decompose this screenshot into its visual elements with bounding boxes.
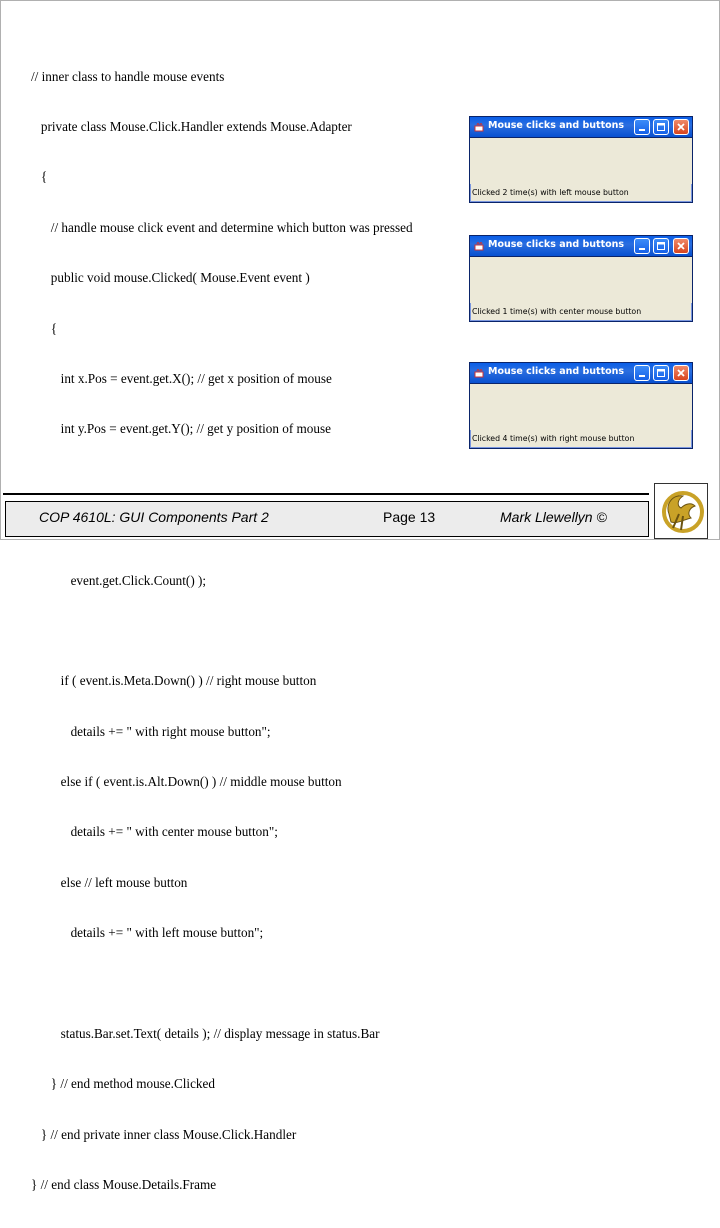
click-area[interactable] (470, 257, 692, 303)
status-bar: Clicked 2 time(s) with left mouse button (472, 188, 629, 197)
minimize-button[interactable] (634, 119, 650, 135)
code-line: public void mouse.Clicked( Mouse.Event event ) (31, 270, 310, 286)
code-line: } // end private inner class Mouse.Click.Handler (31, 1126, 297, 1142)
code-line: event.get.Click.Count() ); (31, 572, 207, 588)
code-line: int x.Pos = event.get.X(); // get x position of mouse (31, 370, 332, 386)
footer-course: COP 4610L: GUI Components Part 2 (39, 509, 269, 525)
code-line (31, 472, 413, 489)
code-listing (31, 35, 413, 1228)
code-line (31, 976, 413, 993)
minimize-button[interactable] (634, 365, 650, 381)
code-line: int y.Pos = event.get.Y(); // get y position of mouse (31, 421, 331, 437)
code-line: // inner class to handle mouse events (31, 68, 225, 84)
footer-page-number: Page 13 (383, 509, 436, 525)
java-app-icon (474, 121, 485, 132)
code-line: details += " with left mouse button"; (31, 925, 264, 941)
code-line: status.Bar.set.Text( details ); // display message in status.Bar (31, 1026, 380, 1042)
close-button[interactable] (673, 238, 689, 254)
minimize-icon (635, 366, 649, 380)
close-icon (674, 366, 688, 380)
code-line (31, 623, 413, 640)
code-line: } // end method mouse.Clicked (31, 1076, 215, 1092)
minimize-icon (635, 239, 649, 253)
maximize-button[interactable] (653, 365, 669, 381)
minimize-icon (635, 120, 649, 134)
window-titlebar[interactable] (470, 236, 692, 257)
window-title: Mouse clicks and buttons (488, 239, 625, 250)
close-icon (674, 239, 688, 253)
status-bar: Clicked 1 time(s) with center mouse button (472, 307, 642, 316)
maximize-button[interactable] (653, 119, 669, 135)
window-title: Mouse clicks and buttons (488, 120, 625, 131)
java-app-icon (474, 367, 485, 378)
slide-footer (1, 493, 719, 539)
click-area[interactable] (470, 138, 692, 184)
code-line: { (31, 320, 58, 336)
code-line: else if ( event.is.Alt.Down() ) // middle mouse button (31, 774, 342, 790)
window-title: Mouse clicks and buttons (488, 366, 625, 377)
maximize-icon (654, 239, 668, 253)
code-line: // handle mouse click event and determine which button was pressed (31, 219, 413, 235)
ucf-pegasus-logo (654, 483, 708, 539)
mouse-demo-window-left-click[interactable] (469, 116, 693, 203)
code-line: if ( event.is.Meta.Down() ) // right mouse button (31, 673, 317, 689)
click-area[interactable] (470, 384, 692, 430)
status-bar: Clicked 4 time(s) with right mouse button (472, 434, 635, 443)
code-line: } // end class Mouse.Details.Frame (31, 1177, 217, 1193)
close-button[interactable] (673, 119, 689, 135)
window-titlebar[interactable] (470, 363, 692, 384)
close-icon (674, 120, 688, 134)
java-app-icon (474, 240, 485, 251)
minimize-button[interactable] (634, 238, 650, 254)
code-line: details += " with right mouse button"; (31, 723, 271, 739)
code-line: { (31, 169, 48, 185)
footer-author: Mark Llewellyn © (500, 509, 607, 525)
maximize-icon (654, 366, 668, 380)
mouse-demo-window-center-click[interactable] (469, 235, 693, 322)
code-line: private class Mouse.Click.Handler extends Mouse.Adapter (31, 118, 352, 134)
code-line: details += " with center mouse button"; (31, 824, 278, 840)
mouse-demo-window-right-click[interactable] (469, 362, 693, 449)
code-line: else // left mouse button (31, 874, 188, 890)
maximize-button[interactable] (653, 238, 669, 254)
window-titlebar[interactable] (470, 117, 692, 138)
maximize-icon (654, 120, 668, 134)
close-button[interactable] (673, 365, 689, 381)
pegasus-icon (655, 484, 707, 538)
